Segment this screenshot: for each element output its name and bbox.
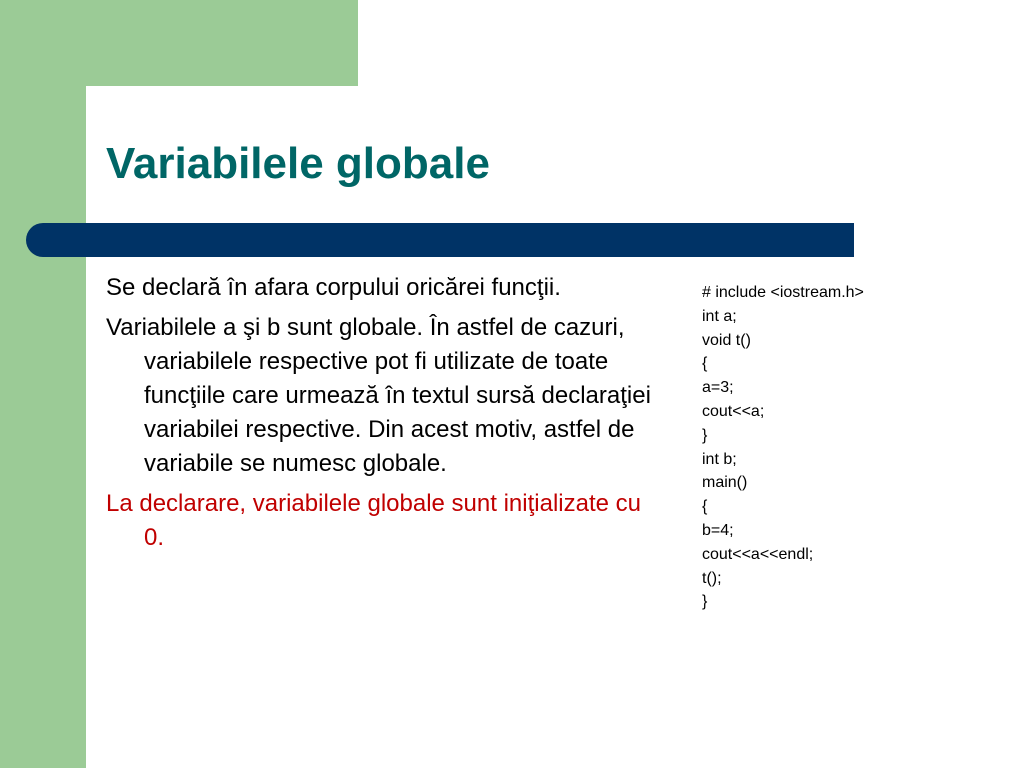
highlighted-paragraph: La declarare, variabilele globale sunt iniţializate cu 0.: [106, 490, 641, 551]
code-line: a=3;: [702, 379, 734, 397]
bullet-paragraph: Se declară în afara corpului oricărei funcţii.: [106, 274, 561, 301]
code-line: }: [702, 426, 708, 444]
green-accent-left: [0, 0, 86, 768]
code-line: cout<<a<<endl;: [702, 545, 814, 563]
code-line: {: [702, 498, 708, 516]
bullet-list: [106, 271, 666, 561]
slide-title: Variabilele globale: [106, 139, 490, 188]
code-listing: [702, 281, 864, 614]
code-line: cout<<a;: [702, 402, 765, 420]
code-line: void t(): [702, 331, 751, 349]
code-line: t();: [702, 569, 722, 587]
code-line: # include <iostream.h>: [702, 284, 864, 301]
code-line: int a;: [702, 307, 737, 325]
code-line: int b;: [702, 450, 737, 468]
title-divider-bar: [26, 223, 854, 257]
title-divider-bar-end: [844, 223, 854, 257]
code-line: }: [702, 593, 708, 611]
code-line: b=4;: [702, 521, 734, 539]
code-line: main(): [702, 474, 748, 492]
code-line: {: [702, 355, 708, 373]
bullet-paragraph: Variabilele a şi b sunt globale. În astfel de cazuri, variabilele respective pot fi utilizate de toate funcţiile care urmează în textul sursă declaraţiei variabilei respective. Din acest motiv, astfel de variabile se numesc globale.: [106, 314, 651, 477]
